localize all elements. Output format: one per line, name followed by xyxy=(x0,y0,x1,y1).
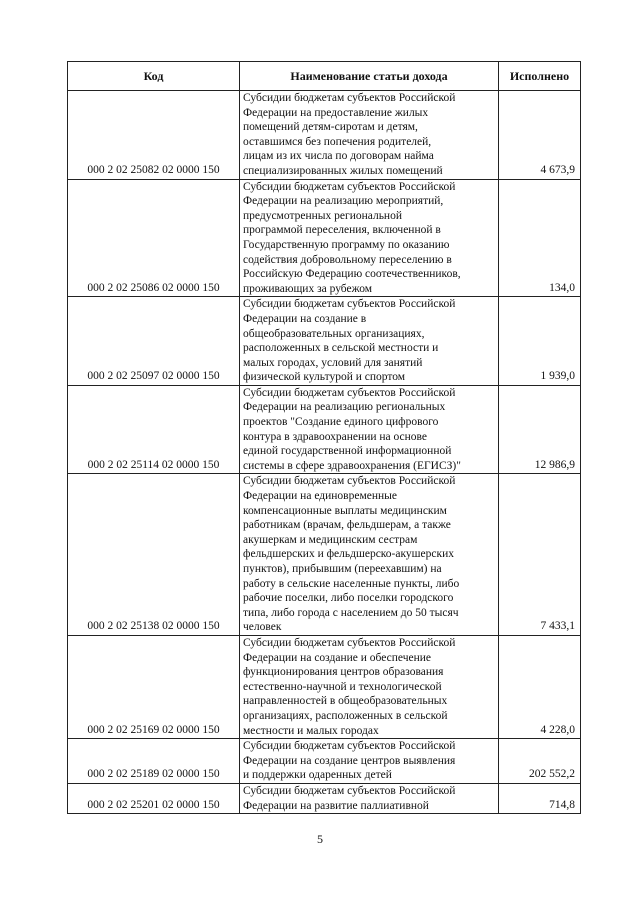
row-name-cell xyxy=(240,474,499,636)
revenue-table xyxy=(67,61,581,814)
row-value-cell xyxy=(499,635,581,738)
row-name-cell xyxy=(240,739,499,784)
row-value-cell xyxy=(499,385,581,474)
row-code-cell xyxy=(68,297,240,386)
row-code: 000 2 02 25189 02 0000 150 xyxy=(87,768,220,781)
row-value: 7 433,1 xyxy=(540,620,575,633)
row-name: Субсидии бюджетам субъектов Российской Федерации на создание и обеспечение функционирования центров образования естественно-научной и технологической направленностей в общеобразовательных организациях, расположенных в сельской местности и малых городах xyxy=(243,636,456,737)
row-name-cell xyxy=(240,635,499,738)
row-value-cell xyxy=(499,297,581,386)
row-code-cell xyxy=(68,474,240,636)
row-code-cell xyxy=(68,385,240,474)
table-row xyxy=(68,91,581,180)
header-value: Исполнено xyxy=(499,62,581,91)
row-value-cell xyxy=(499,739,581,784)
row-code: 000 2 02 25169 02 0000 150 xyxy=(87,723,220,736)
row-value: 4 228,0 xyxy=(540,723,575,736)
table-body xyxy=(68,91,581,814)
row-code: 000 2 02 25097 02 0000 150 xyxy=(87,370,220,383)
row-value-cell xyxy=(499,179,581,297)
row-value: 202 552,2 xyxy=(529,768,575,781)
row-name-cell xyxy=(240,385,499,474)
row-code: 000 2 02 25201 02 0000 150 xyxy=(87,798,220,811)
row-name-cell xyxy=(240,91,499,180)
table-row xyxy=(68,739,581,784)
row-code: 000 2 02 25086 02 0000 150 xyxy=(87,281,220,294)
row-value: 12 986,9 xyxy=(534,458,575,471)
row-value: 134,0 xyxy=(549,281,575,294)
row-code-cell xyxy=(68,635,240,738)
row-code-cell xyxy=(68,91,240,180)
row-code: 000 2 02 25114 02 0000 150 xyxy=(87,458,220,471)
table-row xyxy=(68,297,581,386)
row-code-cell xyxy=(68,179,240,297)
table-row xyxy=(68,179,581,297)
row-name: Субсидии бюджетам субъектов Российской Федерации на создание в общеобразовательных организациях, расположенных в сельской местности и малых городах, условий для занятий физической культурой и спортом xyxy=(243,298,456,384)
row-code: 000 2 02 25082 02 0000 150 xyxy=(87,163,220,176)
page-number: 5 xyxy=(317,832,323,846)
row-value: 4 673,9 xyxy=(540,163,575,176)
row-name: Субсидии бюджетам субъектов Российской Федерации на предоставление жилых помещений детям-сиротам и детям, оставшимся без попечения родителей, лицам из их числа по договорам найма специализированных жилых помещений xyxy=(243,92,456,177)
header-name: Наименование статьи дохода xyxy=(240,62,499,91)
row-name-cell xyxy=(240,297,499,386)
row-code-cell xyxy=(68,783,240,813)
row-value: 714,8 xyxy=(549,798,575,811)
row-value-cell xyxy=(499,783,581,813)
row-name: Субсидии бюджетам субъектов Российской Федерации на реализацию мероприятий, предусмотренных региональной программой переселения, включенной в Государственную программу по оказанию содействия добровольному переселению в Российскую Федерацию соотечественников, проживающих за рубежом xyxy=(243,180,461,295)
row-name: Субсидии бюджетам субъектов Российской Федерации на создание центров выявления и поддержки одаренных детей xyxy=(243,740,456,782)
row-name: Субсидии бюджетам субъектов Российской Федерации на единовременные компенсационные выплаты медицинским работникам (врачам, фельдшерам, а также акушеркам и медицинским сестрам фельдшерских и фельдшерско-акушерских пунктов), прибывшим (переехавшим) на работу в сельские населенные пункты, либо рабочие поселки, либо поселки городского типа, либо города с населением до 50 тысяч человек xyxy=(243,475,460,634)
row-value-cell xyxy=(499,91,581,180)
row-value-cell xyxy=(499,474,581,636)
row-code-cell xyxy=(68,739,240,784)
table-row xyxy=(68,783,581,813)
row-value: 1 939,0 xyxy=(540,370,575,383)
row-name: Субсидии бюджетам субъектов Российской Федерации на реализацию региональных проектов "Создание единого цифрового контура в здравоохранении на основе единой государственной информационной системы в сфере здравоохранения (ЕГИСЗ)" xyxy=(243,386,461,472)
table-row xyxy=(68,385,581,474)
table-row xyxy=(68,635,581,738)
row-name-cell xyxy=(240,179,499,297)
header-code: Код xyxy=(68,62,240,91)
table-row xyxy=(68,474,581,636)
row-name: Субсидии бюджетам субъектов Российской Федерации на развитие паллиативной xyxy=(243,784,456,812)
row-code: 000 2 02 25138 02 0000 150 xyxy=(87,620,220,633)
row-name-cell xyxy=(240,783,499,813)
table-header-row xyxy=(68,62,581,91)
